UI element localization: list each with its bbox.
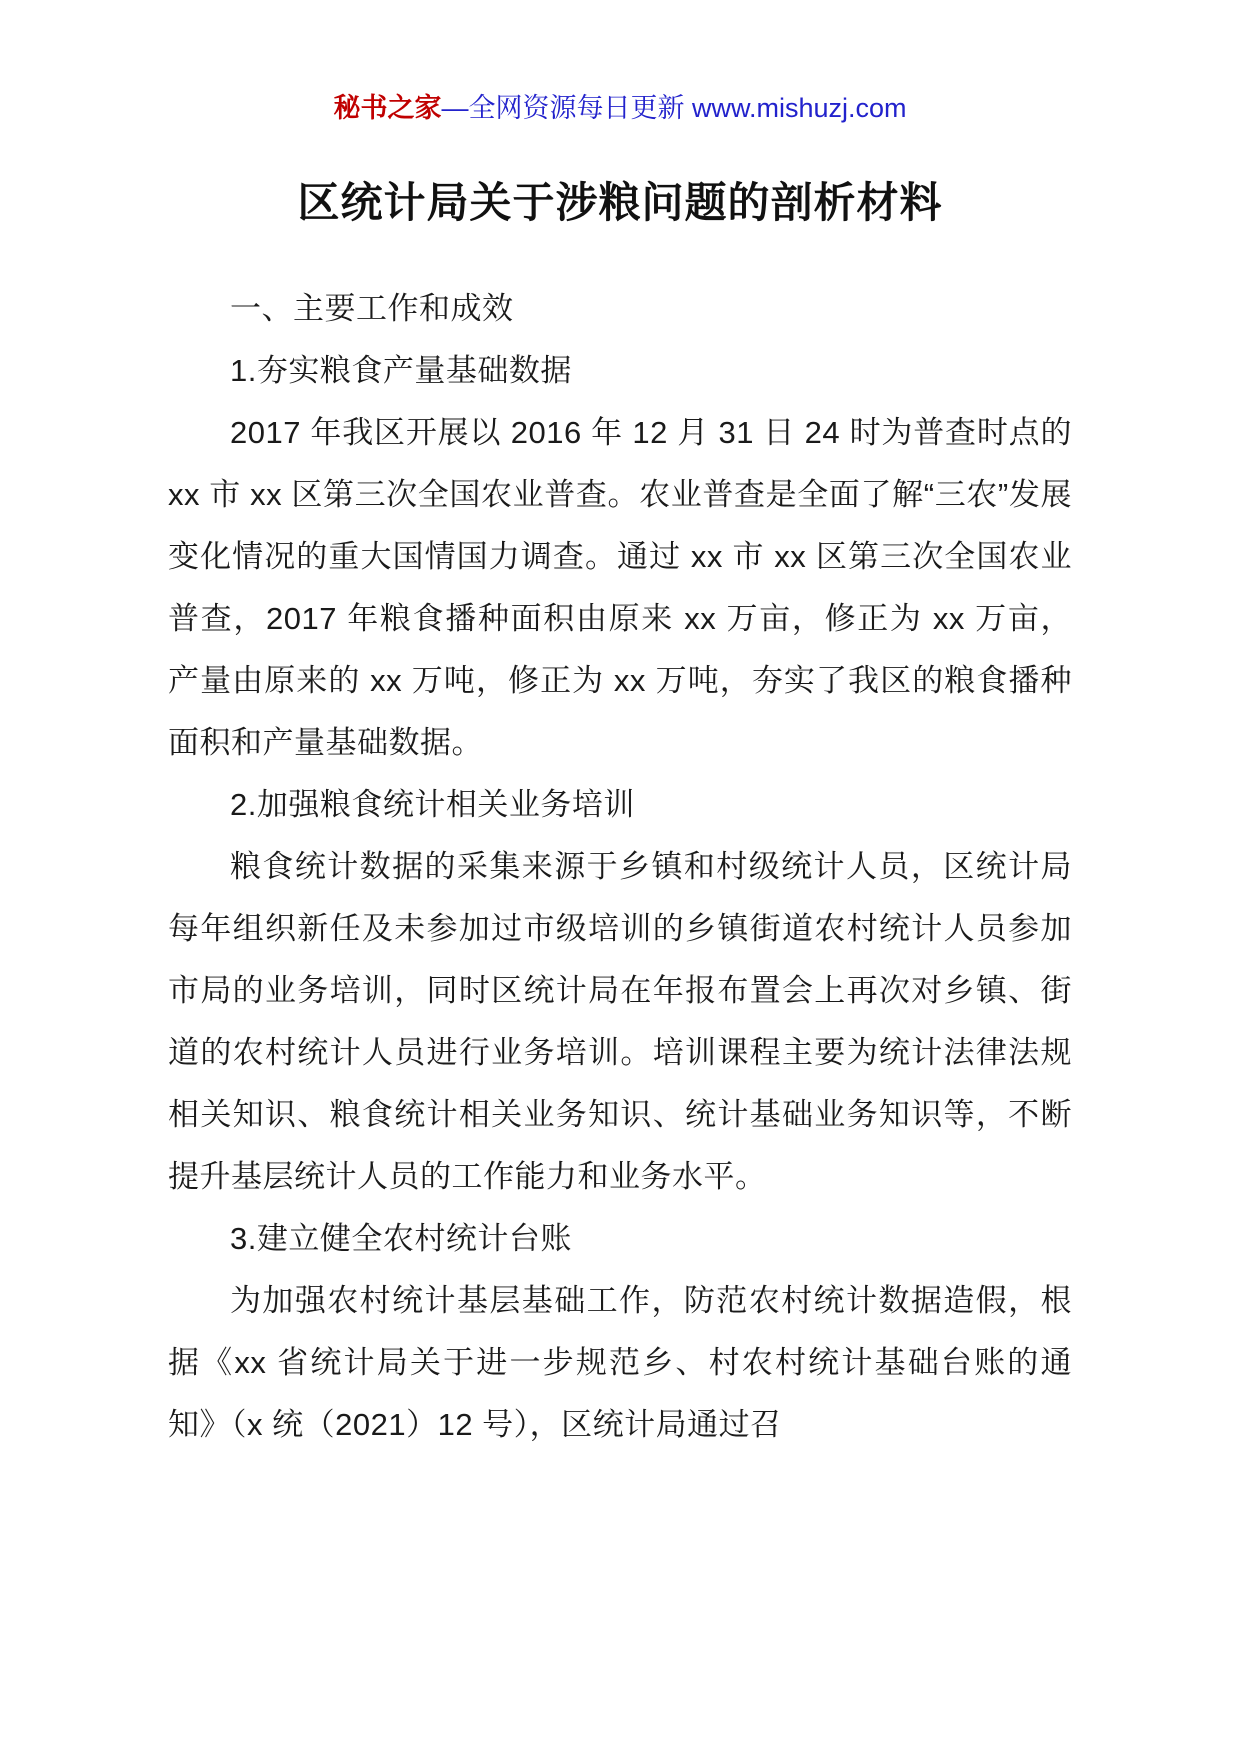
paragraph: 为加强农村统计基层基础工作，防范农村统计数据造假，根据《xx 省统计局关于进一步规范乡、村农村统计基础台账的通知》（x 统（2021）12 号），区统计局通过召: [168, 1283, 1072, 1442]
paragraph: 2017 年我区开展以 2016 年 12 月 31 日 24 时为普查时点的 xx 市 xx 区第三次全国农业普查。农业普查是全面了解“三农”发展变化情况的重大国情国力调查。通过 xx 市 xx 区第三次全国农业普查，2017 年粮食播种面积由原来 xx 万亩，修正为 xx 万亩，产量由原来的 xx 万吨，修正为 xx 万吨，夯实了我区的粮食播种面积和产量基础数据。: [168, 415, 1072, 760]
site-url-link[interactable]: www.mishuzj.com: [691, 93, 907, 123]
section-heading: 一、主要工作和成效: [230, 291, 514, 326]
subsection-heading: 3.建立健全农村统计台账: [230, 1221, 572, 1256]
site-tagline: —全网资源每日更新: [441, 93, 692, 123]
subsection-heading: 1.夯实粮食产量基础数据: [230, 353, 572, 388]
site-header: [168, 88, 1072, 128]
document-body: [168, 278, 1072, 1456]
site-name: 秘书之家: [333, 93, 442, 123]
paragraph: 粮食统计数据的采集来源于乡镇和村级统计人员，区统计局每年组织新任及未参加过市级培训的乡镇街道农村统计人员参加市局的业务培训，同时区统计局在年报布置会上再次对乡镇、街道的农村统计人员进行业务培训。培训课程主要为统计法律法规相关知识、粮食统计相关业务知识、统计基础业务知识等，不断提升基层统计人员的工作能力和业务水平。: [168, 849, 1072, 1194]
document-title: 区统计局关于涉粮问题的剖析材料: [297, 179, 943, 226]
subsection-heading: 2.加强粮食统计相关业务培训: [230, 787, 635, 822]
